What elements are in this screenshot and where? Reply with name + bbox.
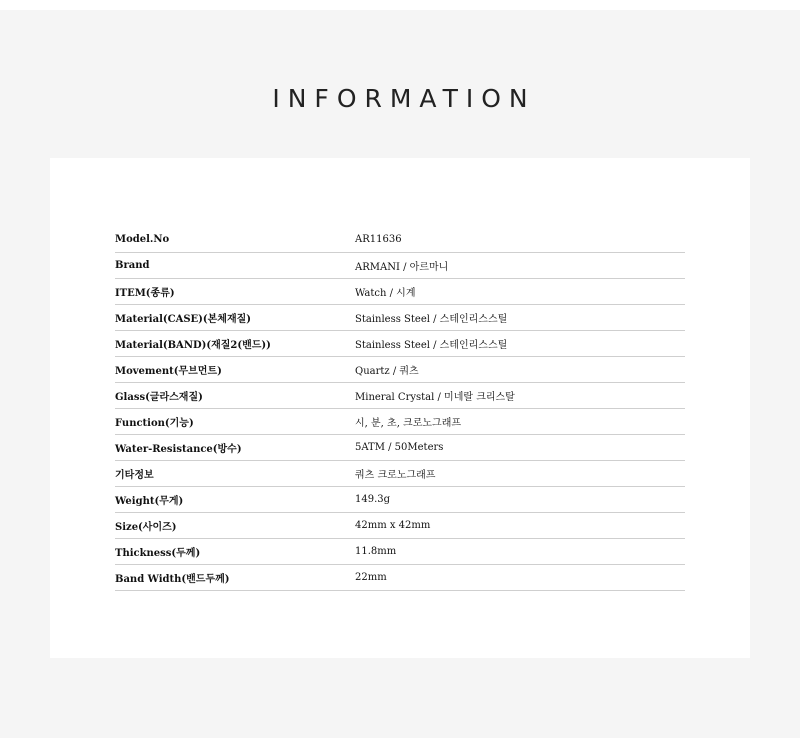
table-row: [115, 383, 685, 409]
spec-label: Band Width(밴드두께): [115, 565, 355, 591]
page-title: INFORMATION: [272, 84, 536, 113]
table-row: [115, 409, 685, 435]
table-row: [115, 279, 685, 305]
spec-label: Thickness(두께): [115, 539, 355, 565]
spec-value: 149.3g: [355, 487, 685, 513]
spec-label: Glass(글라스재질): [115, 383, 355, 409]
spec-label: 기타정보: [115, 461, 355, 487]
table-row: [115, 331, 685, 357]
table-row: [115, 227, 685, 253]
spec-label: Movement(무브먼트): [115, 357, 355, 383]
spec-value: Stainless Steel / 스테인리스스틸: [355, 305, 685, 331]
spec-label: Brand: [115, 253, 355, 279]
spec-value: 쿼츠 크로노그래프: [355, 461, 685, 487]
table-row: [115, 539, 685, 565]
spec-value: ARMANI / 아르마니: [355, 253, 685, 279]
spec-value: Mineral Crystal / 미네랄 크리스탈: [355, 383, 685, 409]
spec-value: 5ATM / 50Meters: [355, 435, 685, 461]
spec-value: Stainless Steel / 스테인리스스틸: [355, 331, 685, 357]
spec-value: 42mm x 42mm: [355, 513, 685, 539]
table-row: [115, 461, 685, 487]
table-row: [115, 435, 685, 461]
spec-value: 시, 분, 초, 크로노그래프: [355, 409, 685, 435]
spec-value: 11.8mm: [355, 539, 685, 565]
spec-label: Weight(무게): [115, 487, 355, 513]
spec-label: Function(기능): [115, 409, 355, 435]
spec-table: [115, 227, 685, 591]
spec-label: Size(사이즈): [115, 513, 355, 539]
table-row: [115, 565, 685, 591]
spec-label: Water-Resistance(방수): [115, 435, 355, 461]
spec-label: ITEM(종류): [115, 279, 355, 305]
spec-value: Quartz / 쿼츠: [355, 357, 685, 383]
table-row: [115, 305, 685, 331]
table-row: [115, 487, 685, 513]
table-row: [115, 513, 685, 539]
spec-label: Material(BAND)(재질2(밴드)): [115, 331, 355, 357]
spec-value: 22mm: [355, 565, 685, 591]
table-row: [115, 253, 685, 279]
spec-label: Model.No: [115, 227, 355, 253]
spec-label: Material(CASE)(본체재질): [115, 305, 355, 331]
table-row: [115, 357, 685, 383]
spec-value: Watch / 시계: [355, 279, 685, 305]
spec-value: AR11636: [355, 227, 685, 253]
info-card: [50, 158, 750, 658]
